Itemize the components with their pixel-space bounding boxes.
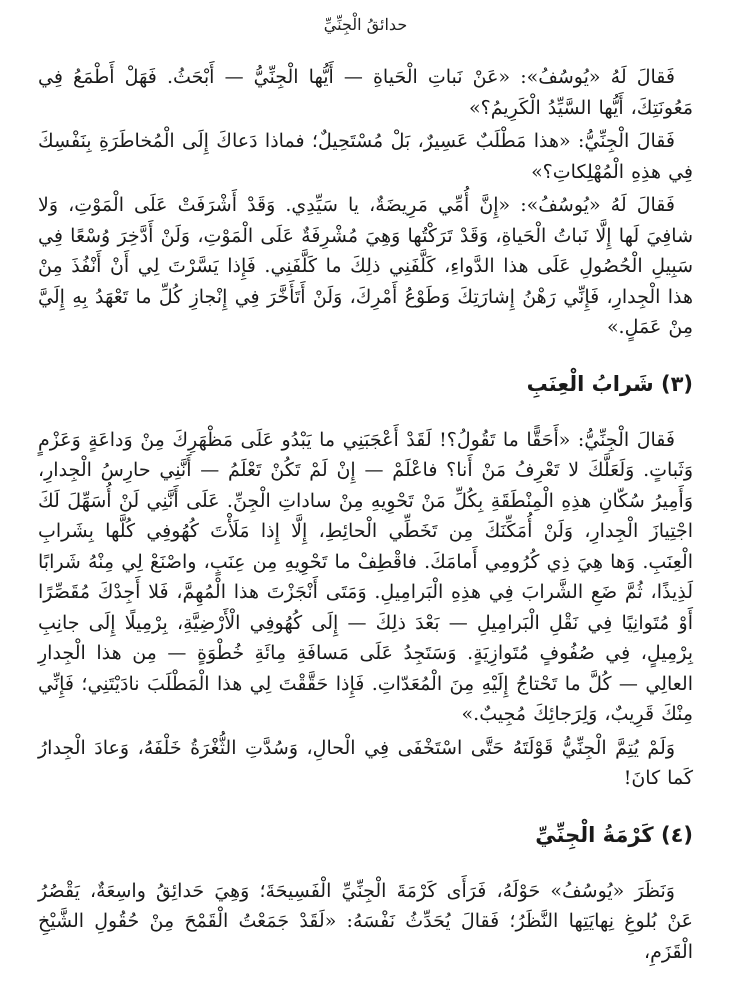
running-header: حدائقُ الْجِنِّيِّ [323,15,408,34]
paragraph-jinni-vanishes: وَلَمْ يُتِمَّ الْجِنِّيُّ قَوْلَتَهُ حَتَّى اسْتَخْفَى فِي الْحالِ، وَسُدَّتِ الثُّغْرَةُ خَلْفَهُ، وَعادَ الْجِدارُ كَما كانَ! [38,736,693,789]
section-number: (٤) [660,822,693,847]
section-heading-3 [38,369,693,399]
section-number: (٣) [660,371,693,396]
paragraph-yusuf-looks: وَنَظَرَ «يُوسُفُ» حَوْلَهُ، فَرَأَى كَرْمَةَ الْجِنِّيِّ الْفَسِيحَةَ؛ وَهِيَ حَدائِقُ واسِعَةٌ، يَقْصُرُ عَنْ بُلوغِ نِهايَتِها النَّظَرُ؛ فَقالَ يُحَدِّثُ نَفْسَهُ: «لَقَدْ جَمَعْتُ الْقَمْحَ مِنْ حُقُولِ الشَّيْخِ الْقَزَمِ، [38,879,693,963]
body-text [38,62,693,967]
section-title: كَرْمَةُ الْجِنِّيِّ [535,822,654,847]
paragraph-yusuf-asks: فَقالَ لَهُ «يُوسُفُ»: «عَنْ نَباتِ الْحَياةِ — أَيُّها الْجِنِّيُّ — أَبْحَثُ. فَهَلْ أَطْمَعُ فِي مَعُونَتِكَ، أَيُّها السَّيِّدُ الْكَرِيمُ؟» [38,66,693,119]
section-title: شَرابُ الْعِنَبِ [526,371,654,396]
paragraph-yusuf-explains: فَقالَ لَهُ «يُوسُفُ»: «إِنَّ أُمِّي مَرِيضَةٌ، يا سَيِّدِي. وَقَدْ أَشْرَفَتْ عَلَى الْمَوْتِ، وَلا شافِيَ لَها إِلَّا نَباتُ الْحَياةِ، وَقَدْ تَرَكْتُها وَهِيَ مُشْرِفَةٌ عَلَى الْمَوْتِ، وَلَنْ أَدَّخِرَ وُسْعًا فِي سَبِيلِ الْحُصُولِ عَلَى هذا الدَّواءِ، كَلَّفَنِي ذلِكَ ما كَلَّفَنِي. فَإِذا يَسَّرْتَ لِي أَنْ أَنْفُذَ مِنْ هذا الْجِدارِ، فَإِنِّي رَهْنُ إِشارَتِكَ وَطَوْعُ أَمْرِكَ، وَلَنْ أَتَأَخَّرَ فِي إِنْجازِ كُلِّ ما تَعْهَدُ بِهِ إِلَيَّ مِنْ عَمَلٍ.» [38,194,693,338]
paragraph-jinni-task: فَقالَ الْجِنِّيُّ: «أَحَقًّا ما تَقُولُ؟! لَقَدْ أَعْجَبَنِي ما يَبْدُو عَلَى مَظْهَرِكَ مِنْ وَداعَةٍ وَعَزْمٍ وَثَباتٍ. وَلَعَلَّكَ لا تَعْرِفُ مَنْ أَنا؟ فاعْلَمْ — إِنْ لَمْ تَكُنْ تَعْلَمُ — أَنَّنِي حارِسُ الْجِدارِ، وَأَمِيرُ سُكّانِ هذِهِ الْمِنْطَقَةِ بِكُلِّ مَنْ تَحْوِيهِ مِنْ ساداتِ الْجِنِّ. عَلَى أَنَّنِي لَنْ أُسَهِّلَ لَكَ اجْتِيازَ الْجِدارِ، وَلَنْ أُمَكِّنَكَ مِن تَخَطِّي الْحائِطِ، إِلَّا إِذا مَلَأْتَ كُهُوفِي كُلَّها بِشَرابِ الْعِنَبِ. وَها هِيَ ذِي كُرُومِي أَمامَكَ. فاقْطِفْ ما تَحْوِيهِ مِن عِنَبٍ، واصْنَعْ لِي مِنْهُ شَرابًا لَذِيذًا، ثُمَّ ضَعِ الشَّرابَ فِي هذِهِ الْبَرامِيلِ. وَمَتَى أَنْجَزْتَ هذا الْمُهِمَّ، فَلا أَجِدْكَ مُقَصِّرًا أَوْ مُتَوانِيًا فِي نَقْلِ الْبَرامِيلِ — بَعْدَ ذلِكَ — إِلَى كُهُوفِي الْأَرْضِيَّةِ، بِرْمِيلًا إِلَى جانِبِ بِرْمِيلٍ، فِي صُفُوفٍ مُتَوازِيَةٍ. وَسَتَجِدُ عَلَى مَسافَةِ مِائَةِ خُطْوَةٍ — مِن هذا الْجِدارِ العالِي — كُلَّ ما تَحْتاجُ إِلَيْهِ مِنَ الْمُعَدّاتِ. فَإِذا حَقَّقْتَ لِي هذا الْمَطْلَبَ نادَيْتَنِي؛ فَإِنِّي مِنْكَ قَرِيبٌ، وَلِرَجائِكَ مُجِيبٌ.» [38,428,693,725]
section-heading-4 [38,820,693,850]
paragraph-jinni-replies: فَقالَ الْجِنِّيُّ: «هذا مَطْلَبٌ عَسِيرٌ، بَلْ مُسْتَحِيلٌ؛ فماذا دَعاكَ إِلَى الْمُخاطَرَةِ بِنَفْسِكَ فِي هذِهِ الْمُهْلِكاتِ؟» [38,130,693,183]
